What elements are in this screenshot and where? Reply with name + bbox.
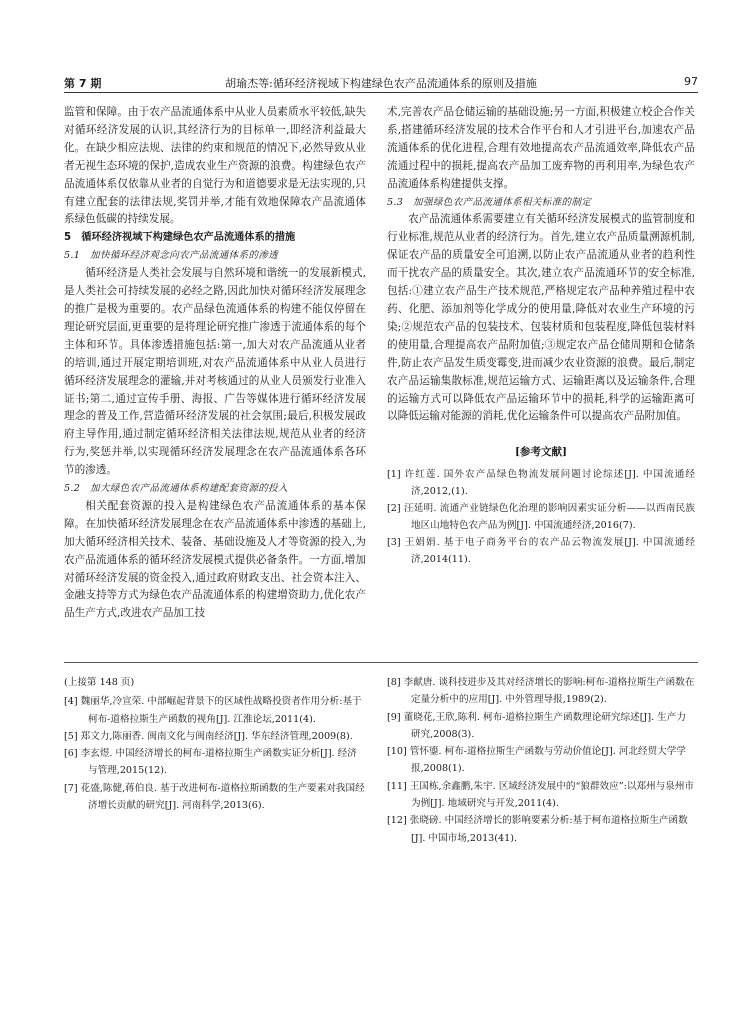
reference-item: [8] 李献唐. 谈科技进步及其对经济增长的影响:柯布-道格拉斯生产函数在定量分析中的应用[J]. 中外管理导报,1989(2). bbox=[387, 677, 695, 706]
reference-item: [3] 王娟娟. 基于电子商务平台的农产品云物流发展[J]. 中国流通经济,2014(11). bbox=[387, 537, 695, 566]
left-column bbox=[64, 104, 366, 623]
reference-item: [6] 李玄煜. 中国经济增长的柯布-道格拉斯生产函数实证分析[J]. 经济与管理,2015(12). bbox=[64, 748, 357, 777]
right-column bbox=[387, 104, 695, 568]
subsection-heading: 5.2 加大绿色农产品流通体系构建配套资源的投入 bbox=[64, 483, 288, 495]
section-divider bbox=[64, 662, 698, 663]
paragraph: 监管和保障。由于农产品流通体系中从业人员素质水平较低,缺失对循环经济发展的认识,其经济行为的目标单一,即经济利益最大化。在缺少相应法规、法律的约束和规范的情况下,必然导致从业者无视生态环境的保护,造成农业生产资源的浪费。构建绿色农产品流通体系仅依靠从业者的自觉行为和道德要求是无法实现的,只有建立配套的法律法规,奖罚并举,才能有效地保障农产品流通体系绿色低碳的持续发展。 bbox=[64, 106, 366, 226]
page-number: 97 bbox=[684, 75, 698, 88]
reference-item: [1] 许红莲. 国外农产品绿色物流发展问题讨论综述[J]. 中国流通经济,2012,(1). bbox=[387, 469, 695, 498]
continued-note: (上接第 148 页) bbox=[64, 677, 135, 688]
reference-item: [2] 汪延明. 流通产业链绿色化治理的影响因素实证分析——以西南民族地区山地特色农产品为例[J]. 中国流通经济,2016(7). bbox=[387, 503, 695, 532]
paragraph: 循环经济是人类社会发展与自然环境和谐统一的发展新模式,是人类社会可持续发展的必经之路,因此加快对循环经济发展理念的推广是极为重要的。农产品绿色流通体系的构建不能仅停留在理论研究层面,更重要的是将理论研究推广渗透于流通体系的每个主体和环节。具体渗透措施包括:第一,加大对农产品流通从业者的培训,通过开展定期培训班,对农产品流通体系中从业人员进行循环经济发展理念的灌输,并对考核通过的从业人员颁发行业准入证书;第二,通过宣传手册、海报、广告等媒体进行循环经济发展理念的普及工作,营造循环经济发展的社会氛围;最后,积极发展政府主导作用,通过制定循环经济相关法律法规,规范从业者的经济行为,奖惩并举,以实现循环经济发展理念在农产品流通体系各环节的渗透。 bbox=[64, 267, 366, 477]
paragraph: 术,完善农产品仓储运输的基础设施;另一方面,积极建立校企合作关系,搭建循环经济发展的技术合作平台和人才引进平台,加速农产品流通体系的优化进程,合理有效地提高农产品流通效率,降低农产品流通过程中的损耗,提高农产品加工废弃物的再利用率,为绿色农产品流通体系构建提供支撑。 bbox=[387, 106, 695, 190]
paragraph: 相关配套资源的投入是构建绿色农产品流通体系的基本保障。在加快循环经济发展理念在农产品流通体系中渗透的基础上,加大循环经济相关技术、装备、基础设施及人才等资源的投入,为农产品流通体系的循环经济发展模式提供必备条件。一方面,增加对循环经济发展的资金投入,通过政府财政支出、社会资本注入、金融支持等方式为绿色农产品流通体系的构建增资助力,优化农产品生产方式,改进农产品加工技 bbox=[64, 499, 366, 620]
references-heading: [参考文献] bbox=[515, 446, 567, 459]
subsection-heading: 5.3 加强绿色农产品流通体系相关标准的制定 bbox=[387, 196, 592, 208]
reference-item: [12] 张晓磅. 中国经济增长的影响要素分析:基于柯布道格拉斯生产函数[J]. 中国市场,2013(41). bbox=[387, 815, 688, 844]
reference-item: [5] 郑文力,陈丽香. 闽南文化与闽南经济[J]. 华东经济管理,2009(8). bbox=[64, 730, 353, 742]
reference-item: [10] 管怀鎏. 柯布-道格拉斯生产函数与劳动价值论[J]. 河北经贸大学学报,2008(1). bbox=[387, 746, 686, 775]
reference-item: [9] 董晓花,王欣,陈利. 柯布-道格拉斯生产函数理论研究综述[J]. 生产力研究,2008(3). bbox=[387, 711, 686, 740]
reference-item: [11] 王国栋,余鑫鹏,朱宇. 区域经济发展中的“狼群效应”:以郑州与泉州市为例[J]. 地域研究与开发,2011(4). bbox=[387, 780, 695, 810]
continued-references-left bbox=[64, 674, 366, 814]
reference-item: [4] 魏丽华,冷宣荣. 中部崛起背景下的区域性战略投资者作用分析:基于柯布-道格拉斯生产函数的视角[J]. 江淮论坛,2011(4). bbox=[64, 696, 362, 725]
subsection-heading: 5.1 加快循环经济观念向农产品流通体系的渗透 bbox=[64, 250, 279, 262]
paragraph: 农产品流通体系需要建立有关循环经济发展模式的监管制度和行业标准,规范从业者的经济行为。首先,建立农产品质量溯源机制,保证农产品的质量安全可追溯,以防止农产品流通从业者的趋利性而干扰农产品的质量安全。其次,建立农产品流通环节的安全标准,包括:①建立农产品生产技术规范,严格规定农产品种养殖过程中农药、化肥、添加剂等化学成分的使用量,降低对农业生产环境的污染;②规范农产品的包装技术、包装材质和包装程度,降低包装材料的使用量,合理提高农产品附加值;③规定农产品仓储周期和仓储条件,防止农产品发生质变霉变,进而减少农业资源的浪费。最后,制定农产品运输集散标准,规范运输方式、运输距离以及运输条件,合理的运输方式可以降低农产品运输环节中的损耗,科学的运输距离可以降低运输对能源的消耗,优化运输条件可以提高农产品附加值。 bbox=[387, 213, 695, 423]
reference-item: [7] 花盛,陈健,蒋伯良. 基于改进柯布-道格拉斯函数的生产要素对我国经济增长贡献的研究[J]. 河南科学,2013(6). bbox=[64, 782, 365, 812]
section-heading: 5 循环经济视域下构建绿色农产品流通体系的措施 bbox=[64, 232, 296, 244]
continued-references-right bbox=[387, 674, 695, 847]
running-header bbox=[64, 72, 698, 93]
running-title: 胡瑜杰等:循环经济视域下构建绿色农产品流通体系的原则及措施 bbox=[225, 77, 537, 90]
issue-number: 第 7 期 bbox=[64, 77, 102, 90]
